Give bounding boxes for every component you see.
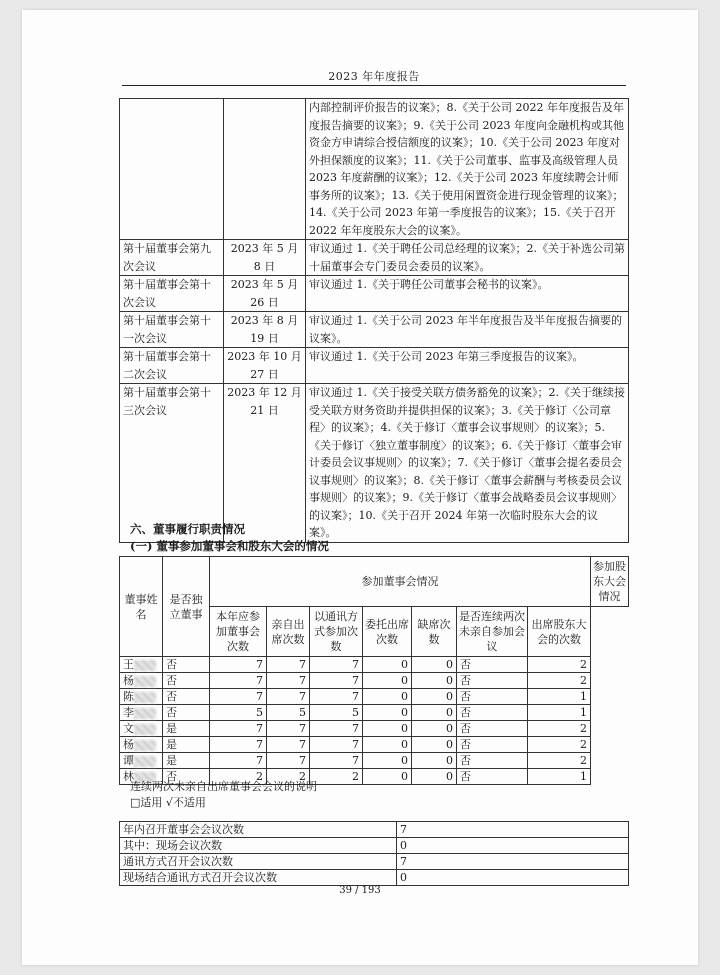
consecutive-flag: 否 [457, 753, 528, 769]
meeting-date [224, 99, 306, 240]
meeting-row [120, 348, 629, 384]
director-name-text: 杨 [123, 674, 134, 687]
director-name [120, 705, 163, 721]
absent-count: 0 [412, 737, 457, 753]
in-person-count: 7 [267, 753, 310, 769]
shareholder-meeting-count: 1 [528, 689, 591, 705]
director-name-text: 陈 [123, 690, 134, 703]
independent-flag: 否 [163, 673, 210, 689]
meeting-date: 2023 年 5 月 8 日 [224, 240, 306, 276]
redacted-name-mask [134, 660, 156, 671]
consecutive-flag: 否 [457, 689, 528, 705]
attendance-table [119, 556, 629, 785]
document-page [22, 10, 698, 965]
director-name-text: 王 [123, 658, 134, 671]
absent-count: 0 [412, 721, 457, 737]
meeting-date: 2023 年 12 月 21 日 [224, 384, 306, 543]
summary-row [120, 870, 629, 886]
col-shareholder-count: 出席股东大会的次数 [528, 607, 591, 657]
summary-value: 0 [397, 870, 629, 886]
section-subtitle: (一) 董事参加董事会和股东大会的情况 [130, 539, 329, 553]
in-person-count: 7 [267, 721, 310, 737]
required-count: 7 [210, 737, 267, 753]
in-person-count: 2 [267, 769, 310, 785]
meeting-name: 第十届董事会第十二次会议 [120, 348, 224, 384]
redacted-name-mask [134, 724, 156, 735]
independent-flag: 是 [163, 721, 210, 737]
absent-count: 0 [412, 753, 457, 769]
director-name-text: 谭 [123, 754, 134, 767]
meetings-table [119, 98, 629, 543]
meeting-date: 2023 年 8 月 19 日 [224, 312, 306, 348]
telecom-count: 7 [310, 673, 363, 689]
telecom-count: 7 [310, 721, 363, 737]
section-title: 六、董事履行职责情况 [130, 522, 245, 536]
summary-row [120, 854, 629, 870]
meeting-row [120, 240, 629, 276]
required-count: 7 [210, 689, 267, 705]
in-person-count: 7 [267, 689, 310, 705]
in-person-count: 7 [267, 737, 310, 753]
required-count: 5 [210, 705, 267, 721]
meeting-date: 2023 年 5 月 26 日 [224, 276, 306, 312]
proxy-count: 0 [363, 721, 412, 737]
director-name [120, 753, 163, 769]
required-count: 7 [210, 657, 267, 673]
shareholder-meeting-count: 2 [528, 673, 591, 689]
col-name: 董事姓名 [120, 557, 163, 657]
meeting-name: 第十届董事会第十次会议 [120, 276, 224, 312]
attendance-row [120, 657, 629, 673]
meeting-row [120, 276, 629, 312]
attendance-row [120, 737, 629, 753]
meeting-content: 审议通过 1.《关于聘任公司董事会秘书的议案》。 [306, 276, 629, 312]
note-title: 连续两次未亲自出席董事会会议的说明 [130, 780, 317, 793]
consecutive-flag: 否 [457, 705, 528, 721]
telecom-count: 5 [310, 705, 363, 721]
consecutive-flag: 否 [457, 673, 528, 689]
meeting-content: 内部控制评价报告的议案》；8.《关于公司 2022 年年度报告及年度报告摘要的议案》；9.《关于公司 2023 年度向金融机构或其他资金方申请综合授信额度的议案》；10.《关于公司 2023 年度对外担保额度的议案》；11.《关于公司董事、监事及高级管理人员 2023 年度薪酬的议案》；12.《关于公司 2023 年度续聘会计师事务所的议案》；13.《关于使用闲置资金进行现金管理的议案》；14.《关于公司 2023 年第一季度报告的议案》；15.《关于召开 2022 年年度股东大会的议案》。 [306, 99, 629, 240]
summary-label: 现场结合通讯方式召开会议次数 [120, 870, 397, 886]
independent-flag: 否 [163, 689, 210, 705]
absent-count: 0 [412, 657, 457, 673]
independent-flag: 否 [163, 769, 210, 785]
shareholder-meeting-count: 2 [528, 753, 591, 769]
summary-value: 7 [397, 822, 629, 838]
independent-flag: 是 [163, 753, 210, 769]
meeting-content: 审议通过 1.《关于公司 2023 年第三季度报告的议案》。 [306, 348, 629, 384]
meeting-content: 审议通过 1.《关于接受关联方债务豁免的议案》；2.《关于继续接受关联方财务资助并提供担保的议案》；3.《关于修订〈公司章程〉的议案》；4.《关于修订〈董事会议事规则〉的议案》；5.《关于修订〈独立董事制度〉的议案》；6.《关于修订〈董事会审计委员会议事规则〉的议案》；7.《关于修订〈董事会提名委员会议事规则〉的议案》；8.《关于修订〈董事会薪酬与考核委员会议事规则〉的议案》；9.《关于修订〈董事会战略委员会议事规则〉的议案》；10.《关于召开 2024 年第一次临时股东大会的议案》。 [306, 384, 629, 543]
director-name [120, 673, 163, 689]
independent-flag: 否 [163, 705, 210, 721]
meeting-content: 审议通过 1.《关于聘任公司总经理的议案》；2.《关于补选公司第十届董事会专门委员会委员的议案》。 [306, 240, 629, 276]
telecom-count: 7 [310, 737, 363, 753]
col-required: 本年应参加董事会次数 [210, 607, 267, 657]
note-options: □适用 √不适用 [130, 796, 206, 809]
telecom-count: 2 [310, 769, 363, 785]
proxy-count: 0 [363, 657, 412, 673]
proxy-count: 0 [363, 753, 412, 769]
required-count: 7 [210, 753, 267, 769]
proxy-count: 0 [363, 673, 412, 689]
page-number: 39 / 193 [339, 885, 381, 896]
redacted-name-mask [134, 676, 156, 687]
meeting-row [120, 312, 629, 348]
in-person-count: 7 [267, 657, 310, 673]
meeting-name: 第十届董事会第十一次会议 [120, 312, 224, 348]
director-name-text: 李 [123, 706, 134, 719]
consecutive-flag: 否 [457, 737, 528, 753]
col-proxy: 委托出席次数 [363, 607, 412, 657]
in-person-count: 5 [267, 705, 310, 721]
director-name [120, 657, 163, 673]
shareholder-meeting-count: 2 [528, 721, 591, 737]
col-in-person: 亲自出席次数 [267, 607, 310, 657]
meeting-content: 审议通过 1.《关于公司 2023 年半年度报告及半年度报告摘要的议案》。 [306, 312, 629, 348]
proxy-count: 0 [363, 737, 412, 753]
summary-row [120, 838, 629, 854]
meeting-name [120, 99, 224, 240]
proxy-count: 0 [363, 769, 412, 785]
consecutive-flag: 否 [457, 721, 528, 737]
absent-count: 0 [412, 673, 457, 689]
absent-count: 0 [412, 689, 457, 705]
consecutive-flag: 否 [457, 657, 528, 673]
header-rule [122, 85, 626, 86]
summary-value: 7 [397, 854, 629, 870]
attendance-row [120, 753, 629, 769]
meeting-name: 第十届董事会第九次会议 [120, 240, 224, 276]
absent-count: 0 [412, 769, 457, 785]
attendance-row [120, 705, 629, 721]
director-name [120, 689, 163, 705]
redacted-name-mask [134, 708, 156, 719]
independent-flag: 否 [163, 657, 210, 673]
meeting-name: 第十届董事会第十三次会议 [120, 384, 224, 543]
col-absent: 缺席次数 [412, 607, 457, 657]
telecom-count: 7 [310, 689, 363, 705]
shareholder-meeting-count: 1 [528, 769, 591, 785]
col-group-board: 参加董事会情况 [210, 557, 591, 607]
summary-label: 其中：现场会议次数 [120, 838, 397, 854]
meeting-date: 2023 年 10 月 27 日 [224, 348, 306, 384]
attendance-row [120, 673, 629, 689]
col-telecom: 以通讯方式参加次数 [310, 607, 363, 657]
proxy-count: 0 [363, 705, 412, 721]
in-person-count: 7 [267, 673, 310, 689]
consecutive-flag: 否 [457, 769, 528, 785]
proxy-count: 0 [363, 689, 412, 705]
director-name-text: 杨 [123, 738, 134, 751]
telecom-count: 7 [310, 657, 363, 673]
attendance-row [120, 689, 629, 705]
redacted-name-mask [134, 692, 156, 703]
summary-label: 通讯方式召开会议次数 [120, 854, 397, 870]
shareholder-meeting-count: 2 [528, 657, 591, 673]
absent-count: 0 [412, 705, 457, 721]
meeting-row [120, 99, 629, 240]
summary-table [119, 821, 629, 886]
director-name [120, 737, 163, 753]
required-count: 2 [210, 769, 267, 785]
summary-label: 年内召开董事会会议次数 [120, 822, 397, 838]
col-consecutive: 是否连续两次未亲自参加会议 [457, 607, 528, 657]
meeting-row [120, 384, 629, 543]
required-count: 7 [210, 673, 267, 689]
redacted-name-mask [134, 756, 156, 767]
summary-value: 0 [397, 838, 629, 854]
attendance-row [120, 721, 629, 737]
redacted-name-mask [134, 740, 156, 751]
col-independent: 是否独立董事 [163, 557, 210, 657]
director-name-text: 林 [123, 770, 134, 783]
shareholder-meeting-count: 2 [528, 737, 591, 753]
col-group-shareholder: 参加股东大会情况 [591, 557, 629, 607]
independent-flag: 是 [163, 737, 210, 753]
telecom-count: 7 [310, 753, 363, 769]
summary-row [120, 822, 629, 838]
page-header: 2023 年年度报告 [328, 70, 420, 83]
director-name [120, 721, 163, 737]
shareholder-meeting-count: 1 [528, 705, 591, 721]
director-name-text: 文 [123, 722, 134, 735]
required-count: 7 [210, 721, 267, 737]
